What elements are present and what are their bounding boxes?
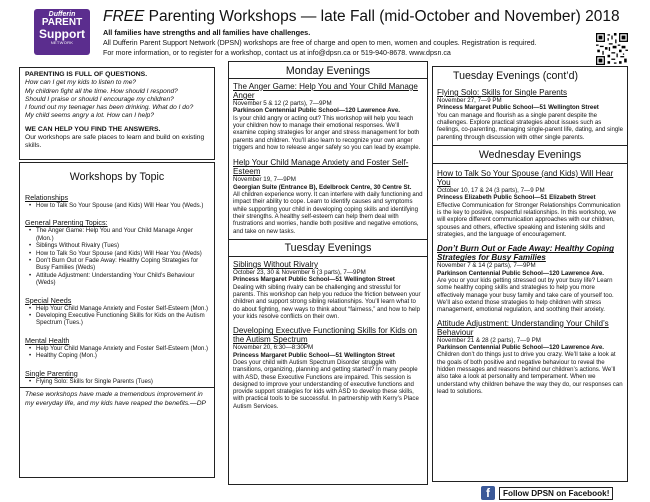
tuesday-cont-title: Tuesday Evenings (cont’d)	[453, 70, 579, 82]
workshop-description: Does your child with Autism Spectrum Disorder struggle with transitions, organizing, planning and getting started? In many people with ASD, these Executive Functions are impaired. This session is designed to improve your understanding of executive functions and provide support strategies for kids with ASD to develop these skills, with practical tools to be successful. In partnership with Kerry’s Place Autism Services.	[233, 359, 419, 410]
wednesday-title: Wednesday Evenings	[478, 149, 582, 161]
topic-category: Single Parenting	[25, 368, 78, 378]
intro-question: My child seems angry a lot. How can I help?	[25, 112, 155, 120]
topic-item: • How to Talk So Your Spouse (and Kids) Will Hear You (Weds)	[29, 250, 209, 257]
topic-item: • Help Your Child Manage Anxiety and Foster Self-Esteem (Mon.)	[29, 345, 209, 352]
workshop-attitude-adjustment	[437, 319, 623, 396]
topic-item: • Help Your Child Manage Anxiety and Foster Self-Esteem (Mon.)	[29, 305, 209, 312]
topic-list	[29, 202, 209, 209]
topic-item: • Healthy Coping (Mon.)	[29, 352, 209, 359]
topic-list	[29, 227, 209, 286]
workshop-title: Help Your Child Manage Anxiety and Foster Self-Esteem	[233, 158, 409, 177]
page-title	[103, 8, 620, 26]
logo-line-1: Dufferin	[48, 11, 76, 18]
monday-title: Monday Evenings	[285, 65, 371, 77]
topic-list	[29, 378, 209, 385]
workshop-schedule: November 27, 7—9 PM	[437, 97, 502, 104]
workshop-schedule: October 10, 17 & 24 (3 parts), 7—9 PM	[437, 187, 545, 194]
workshop-schedule: November 20, 6:30—8:30PM	[233, 344, 314, 352]
workshop-title: Don’t Burn Out or Fade Away: Healthy Coping Strategies for Busy Families	[437, 244, 615, 263]
right-column	[432, 66, 628, 482]
topic-item: • The Anger Game: Help You and Your Child Manage Anger (Mon.)	[29, 227, 209, 242]
middle-column	[228, 61, 428, 485]
intro-text: Our workshops are safe places to learn and build on existing skills.	[25, 133, 205, 150]
workshop-executive-functioning	[233, 326, 423, 410]
workshop-title: How to Talk So Your Spouse (and Kids) Will Hear You	[437, 169, 614, 187]
topic-category: Relationships	[25, 193, 69, 202]
workshop-venue: Parkinson Centennial Public School—120 Lawrence Ave.	[437, 344, 604, 351]
workshop-venue: Princess Margaret Public School—51 Wellington Street	[233, 351, 395, 359]
info-line-1: All Dufferin Parent Support Network (DPSN) workshops are free of charge and open to men, women and couples. Registration is required.	[103, 39, 537, 47]
workshop-venue: Princess Margaret Public School—51 Wellington Street	[437, 104, 599, 112]
intro-question: I found out my teenager has been drinking. What do I do?	[25, 104, 194, 112]
intro-question: Should I praise or should I encourage my children?	[25, 95, 174, 103]
topic-item: • How to Talk So Your Spouse (and Kids) Will Hear You (Weds.)	[29, 202, 209, 209]
topic-category: Special Needs	[25, 295, 72, 305]
workshop-how-to-talk	[437, 169, 623, 238]
workshop-title: Developing Executive Functioning Skills for Kids on the Autism Spectrum	[233, 326, 418, 345]
workshop-venue: Parkinson Centennial Public School—120 Lawrence Ave.	[437, 269, 604, 277]
workshop-schedule: October 23, 30 & November 6 (3 parts), 7—9PM	[233, 268, 366, 276]
workshop-title: Flying Solo: Skills for Single Parents	[437, 88, 568, 97]
workshop-description: Children don’t do things just to drive you crazy. We’ll take a look at the goals of both positive and negative behaviour to reveal the hidden messages and reasons behind our children’s actions. We’ll also take a look at personality and temperament. When we understand why children behave the way they do, our responses can lead to solutions.	[437, 351, 623, 395]
workshop-description: Dealing with sibling rivalry can be challenging and stressful for parents. This workshop can help you reduce the friction between your children and support strong sibling relationships. You’ll learn what to do about fighting, new ways to think about “fairness,” and how to help your kids resolve conflicts on their own.	[233, 283, 421, 320]
title-rest: Parenting Workshops — late Fall (mid-October and November) 2018	[144, 8, 620, 25]
logo-line-2: PARENT	[41, 17, 83, 28]
title-free: FREE	[103, 8, 145, 25]
workshop-anger-game	[233, 82, 423, 151]
logo-line-3: Support	[39, 27, 85, 41]
workshop-description: All children experience worry. It can interfere with daily functioning and impact their ability to cope. Learn to identify causes and symptoms while supporting your child in developing coping skills and identifying their strengths. A healthy self-esteem can help them deal with frustrations and worries, handle both positive and negative emotions, and take on new tasks.	[233, 191, 423, 235]
intro-heading: PARENTING IS FULL OF QUESTIONS.	[25, 71, 148, 78]
topic-item: • Flying Solo: Skills for Single Parents (Tues)	[29, 378, 209, 385]
workshop-description: Effective Communication for Stronger Relationships Communication is the key to positive, respectful relationships. In this workshop, we will explore different communication approaches with our children, spouses and others, effective speaking and listening skills and strategies, and the language of encouragement.	[437, 201, 621, 238]
workshop-schedule: November 19, 7—9PM	[233, 176, 296, 184]
workshop-title: Attitude Adjustment: Understanding Your Child’s Behaviour	[437, 318, 609, 337]
workshop-schedule: November 5 & 12 (2 parts), 7—9PM	[233, 100, 332, 107]
workshop-anxiety	[233, 158, 423, 235]
workshop-siblings	[233, 260, 423, 320]
divider	[229, 239, 427, 240]
workshop-healthy-coping	[437, 244, 623, 313]
divider	[433, 145, 627, 146]
logo-line-4: NETWORK	[50, 40, 74, 45]
workshop-description: You can manage and flourish as a single parent despite the challenges. Explore practical strategies about issues such as feelings, co-parenting, managing single-parent life, dating, and single parenting through discussion with other single parents.	[437, 111, 623, 141]
workshop-title: The Anger Game: Help You and Your Child Manage Anger	[233, 82, 418, 100]
topic-item: • Don’t Burn Out or Fade Away: Healthy Coping Strategies for Busy Families (Weds)	[29, 257, 209, 272]
topic-item: • Developing Executive Functioning Skills for Kids on the Autism Spectrum (Tues.)	[29, 312, 209, 327]
topic-category: Mental Health	[25, 335, 70, 345]
topic-category: General Parenting Topics:	[25, 218, 108, 228]
workshop-description: Are you or your kids getting stressed out by your busy life? Learn some healthy coping skills and strategies to help you more effectively manage your busy family and take care of yourself too. We’ll also extend those strategies to help children with stress management, emotional regulation, and soothing their anxiety.	[437, 277, 614, 314]
topic-list	[29, 305, 209, 327]
workshop-venue: Georgian Suite (Entrance B), Edelbrock Centre, 30 Centre St.	[233, 183, 412, 191]
workshop-schedule: November 7 & 14 (2 parts), 7—9PM	[437, 262, 536, 270]
workshop-venue: Parkinson Centennial Public School—120 Lawrence Ave.	[233, 107, 400, 115]
workshop-venue: Princess Margaret Public School—51 Wellington Street	[233, 276, 395, 284]
topic-item: • Siblings Without Rivalry (Tues)	[29, 242, 209, 249]
page-subtitle: All families have strengths and all families have challenges.	[103, 28, 311, 37]
intro-box	[19, 67, 215, 160]
topic-list	[29, 345, 209, 360]
workshop-venue: Princess Elizabeth Public School—51 Elizabeth Street	[437, 194, 596, 202]
topic-item: • Attitude Adjustment: Understanding Your Child’s Behaviour (Weds)	[29, 272, 209, 287]
facebook-label: Follow DPSN on Facebook!	[499, 487, 613, 500]
workshop-title: Siblings Without Rivalry	[233, 259, 319, 269]
testimonial: These workshops have made a tremendous improvement in my everyday life, and my kids have reaped the benefits.—DP	[25, 391, 207, 408]
topics-box	[19, 162, 215, 478]
tuesday-title: Tuesday Evenings	[284, 241, 372, 254]
workshop-description: Is your child angry or acting out? This workshop will help you teach your children how to manage their emotional responses. We’ll examine coping strategies for anger and stress management for both parents and children. You’ll also learn to recognize your own anger triggers and how to release anger safely so you can lead by example.	[233, 114, 421, 151]
intro-question: How can I get my kids to listen to me?	[25, 79, 137, 87]
info-line-2: For more information, or to register for a workshop, contact us at info@dpsn.ca or 519-940-8678. www.dpsn.ca	[103, 49, 451, 57]
topics-title: Workshops by Topic	[69, 171, 165, 183]
facebook-icon: f	[481, 486, 495, 500]
dpsn-logo	[34, 9, 90, 55]
divider	[20, 387, 214, 388]
qr-code-icon	[596, 33, 628, 65]
intro-question: My children fight all the time. How should I respond?	[25, 87, 178, 95]
workshop-schedule: November 21 & 28 (2 parts), 7—9 PM	[437, 336, 541, 344]
workshop-flying-solo	[437, 88, 623, 141]
facebook-link[interactable]	[481, 486, 629, 500]
intro-heading-2: WE CAN HELP YOU FIND THE ANSWERS.	[25, 125, 161, 133]
